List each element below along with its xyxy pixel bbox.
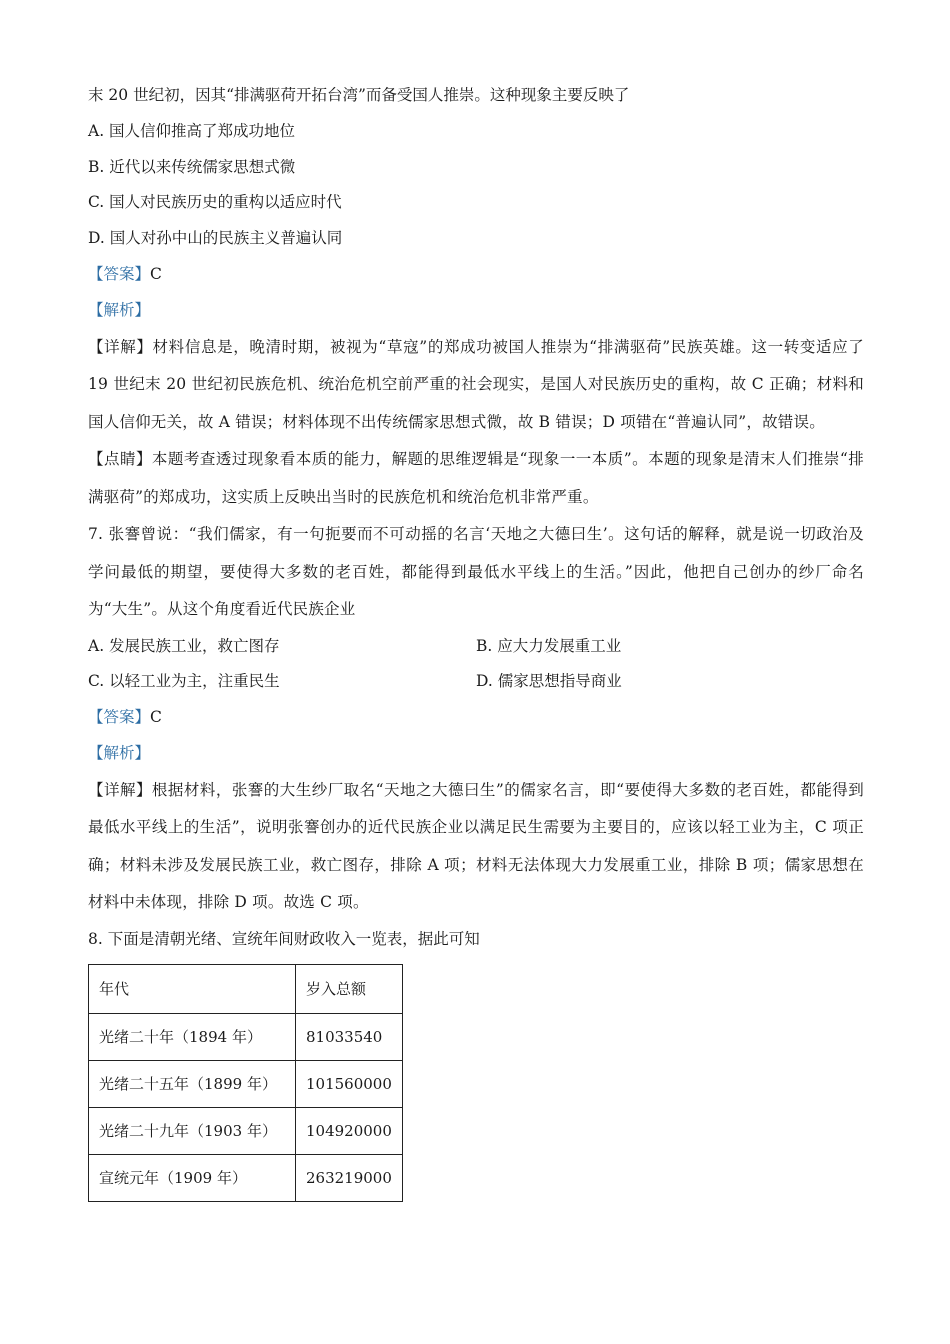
q7-answer-value: C <box>150 708 162 727</box>
q7-option-d: D. 儒家思想指导商业 <box>476 672 622 691</box>
q6-tip-label: 【点睛】 <box>88 450 152 469</box>
table-header-row <box>89 964 403 1013</box>
table-row <box>89 1060 403 1107</box>
q7-stem: 7. 张謇曾说：“我们儒家，有一句扼要而不可动摇的名言‘天地之大德曰生’。这句话的解释，就是说一切政治及学问最低的期望，要使得大多数的老百姓，都能得到最低水平线上的生活。”因此，他把自己创办的纱厂命名为“大生”。从这个角度看近代民族企业 <box>88 525 864 619</box>
table-row <box>89 1154 403 1201</box>
q7-option-a: A. 发展民族工业，救亡图存 <box>88 636 280 655</box>
q6-option-b: B. 近代以来传统儒家思想式微 <box>88 157 296 176</box>
cell-revenue: 81033540 <box>296 1013 403 1060</box>
q6-stem-tail: 末 20 世纪初，因其“排满驱荷开拓台湾”而备受国人推崇。这种现象主要反映了 <box>88 86 630 104</box>
cell-year: 光绪二十五年（1899 年） <box>89 1060 296 1107</box>
table-row <box>89 1107 403 1154</box>
q7-detail <box>88 772 864 922</box>
q6-answer-value: C <box>150 264 162 283</box>
cell-year: 宣统元年（1909 年） <box>89 1154 296 1201</box>
q7-option-b: B. 应大力发展重工业 <box>476 636 622 655</box>
q7-options-row-1 <box>88 629 864 665</box>
q6-option-c: C. 国人对民族历史的重构以适应时代 <box>88 193 342 212</box>
cell-revenue: 104920000 <box>296 1107 403 1154</box>
header-year: 年代 <box>89 964 296 1013</box>
q8-stem: 8. 下面是清朝光绪、宣统年间财政收入一览表，据此可知 <box>88 929 480 948</box>
q6-option-d: D. 国人对孙中山的民族主义普遍认同 <box>88 229 343 248</box>
header-revenue: 岁入总额 <box>296 964 403 1013</box>
q6-option-a: A. 国人信仰推高了郑成功地位 <box>88 121 296 140</box>
q7-analysis-label: 【解析】 <box>88 743 151 762</box>
cell-year: 光绪二十九年（1903 年） <box>89 1107 296 1154</box>
q7-detail-label: 【详解】 <box>88 780 152 799</box>
q6-answer-label: 【答案】 <box>88 264 151 283</box>
cell-year: 光绪二十年（1894 年） <box>89 1013 296 1060</box>
q7-answer <box>88 700 864 736</box>
q6-detail-label: 【详解】 <box>88 337 153 356</box>
q6-tip <box>88 441 864 516</box>
q6-answer <box>88 257 864 293</box>
q7-option-c: C. 以轻工业为主，注重民生 <box>88 672 280 691</box>
cell-revenue: 263219000 <box>296 1154 403 1201</box>
q6-analysis-label: 【解析】 <box>88 300 151 319</box>
table-row <box>89 1013 403 1060</box>
q6-detail-text: 材料信息是，晚清时期，被视为“草寇”的郑成功被国人推崇为“排满驱荷”民族英雄。这一转变适应了 19 世纪末 20 世纪初民族危机、统治危机空前严重的社会现实，是国人对民族历史的重构，故 C 正确；材料和国人信仰无关，故 A 错误；材料体现不出传统儒家思想式微，故 B 错误；D 项错在“普遍认同”，故错误。 <box>88 337 864 431</box>
document-page <box>88 78 864 1202</box>
q7-options-row-2 <box>88 664 864 700</box>
q7-detail-text: 根据材料，张謇的大生纱厂取名“天地之大德曰生”的儒家名言，即“要使得大多数的老百姓，都能得到最低水平线上的生活”，说明张謇创办的近代民族企业以满足民生需要为主要目的，应该以轻工业为主，C 项正确；材料未涉及发展民族工业，救亡图存，排除 A 项；材料无法体现大力发展重工业，排除 B 项；儒家思想在材料中未体现，排除 D 项。故选 C 项。 <box>88 780 864 912</box>
revenue-table <box>88 964 403 1202</box>
q6-detail <box>88 329 864 442</box>
q6-tip-text: 本题考查透过现象看本质的能力，解题的思维逻辑是“现象一一本质”。本题的现象是清末人们推崇“排满驱荷”的郑成功，这实质上反映出当时的民族危机和统治危机非常严重。 <box>88 450 864 506</box>
q7-answer-label: 【答案】 <box>88 708 151 727</box>
cell-revenue: 101560000 <box>296 1060 403 1107</box>
